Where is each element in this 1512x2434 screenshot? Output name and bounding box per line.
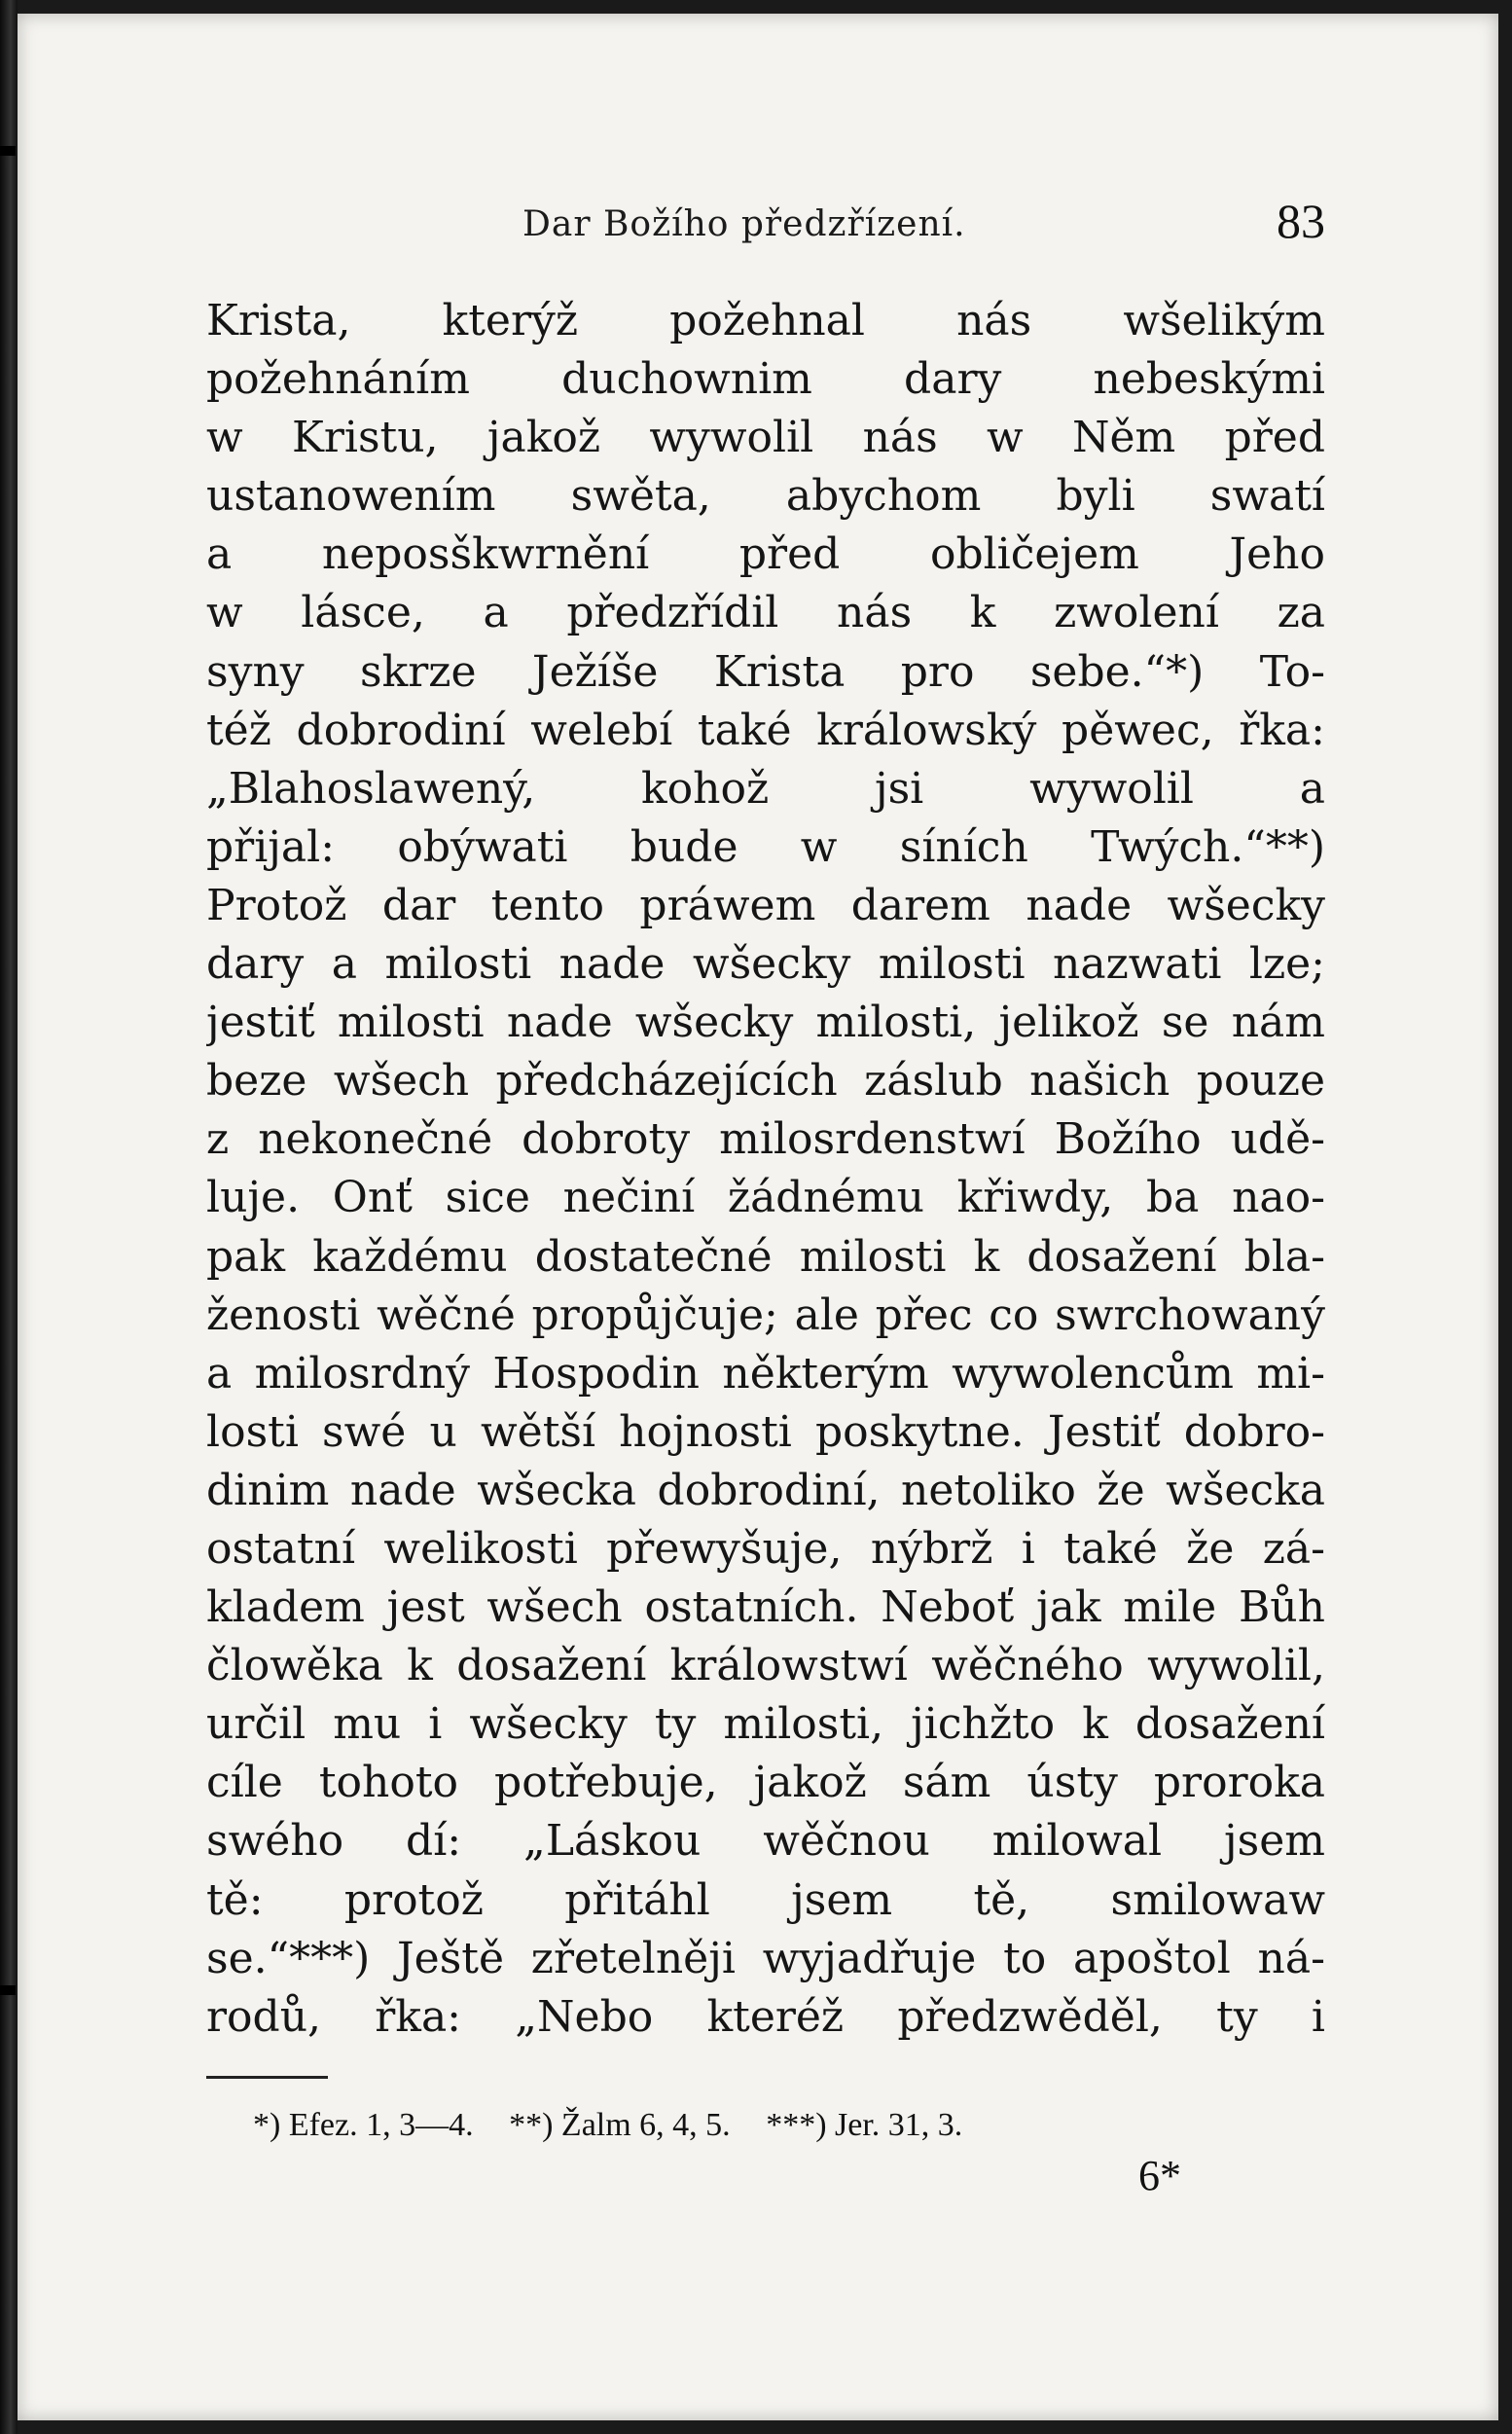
text-line: jestiť milosti nade wšecky milosti, jelikož se nám <box>206 998 1325 1048</box>
text-line: w lásce, a předzřídil nás k zwolení za <box>206 588 1325 638</box>
footnote-rule <box>206 2076 328 2079</box>
text-line: tě: protož přitáhl jsem tě, smilowaw <box>206 1874 1325 1925</box>
edge-mark <box>0 1985 16 1995</box>
book-edge <box>0 0 18 2434</box>
text-line: ustanowením swěta, abychom byli swatí <box>206 471 1325 522</box>
text-line: ženosti wěčné propůjčuje; ale přec co swrchowaný <box>206 1290 1325 1340</box>
page-header <box>206 193 1325 251</box>
text-line: pak každému dostatečné milosti k dosažení bla- <box>206 1231 1325 1282</box>
text-line: též dobrodiní welebí také králowský pěwec, řka: <box>206 705 1325 755</box>
text-line: rodů, řka: „Nebo kteréž předzwěděl, ty i <box>206 1991 1325 2042</box>
footnote: ***) Jer. 31, 3. <box>766 2107 963 2143</box>
text-line: člowěka k dosažení králowstwí wěčného wywolil, <box>206 1641 1325 1691</box>
text-line: ostatní welikosti přewyšuje, nýbrž i také že zá- <box>206 1523 1325 1574</box>
text-line: požehnáním duchownim dary nebeskými <box>206 354 1325 405</box>
signature-mark: 6* <box>1138 2152 1181 2199</box>
text-line: a milosrdný Hospodin některým wywolencům mi- <box>206 1348 1325 1399</box>
text-line: dary a milosti nade wšecky milosti nazwati lze; <box>206 939 1325 990</box>
footnote: **) Žalm 6, 4, 5. <box>509 2107 731 2143</box>
footnote: *) Efez. 1, 3—4. <box>253 2107 474 2143</box>
text-line: z nekonečné dobroty milosrdenstwí Božího udě- <box>206 1114 1325 1165</box>
text-line: cíle tohoto potřebuje, jakož sám ústy proroka <box>206 1758 1325 1808</box>
page-number: 83 <box>1277 194 1325 248</box>
text-line: w Kristu, jakož wywolil nás w Něm před <box>206 413 1325 463</box>
text-line: dinim nade wšecka dobrodiní, netoliko že wšecka <box>206 1465 1325 1515</box>
text-line: určil mu i wšecky ty milosti, jichžto k dosažení <box>206 1699 1325 1750</box>
edge-mark <box>0 146 16 156</box>
text-line: a neposškwrnění před obličejem Jeho <box>206 529 1325 580</box>
text-line: Protož dar tento práwem darem nade wšecky <box>206 880 1325 930</box>
text-line: přijal: obýwati bude w síních Twých.“**) <box>206 821 1325 872</box>
running-head: Dar Božího předzřízení. <box>522 204 966 244</box>
text-line: Krista, kterýž požehnal nás wšelikým <box>206 296 1325 345</box>
text-line: kladem jest wšech ostatních. Neboť jak mile Bůh <box>206 1582 1325 1633</box>
text-line: swého dí: „Láskou wěčnou milowal jsem <box>206 1816 1325 1867</box>
text-line: „Blahoslawený, kohož jsi wywolil a <box>206 763 1325 814</box>
text-line: beze wšech předcházejících záslub našich pouze <box>206 1056 1325 1107</box>
text-line: losti swé u wětší hojnosti poskytne. Jestiť dobro- <box>206 1406 1325 1457</box>
text-line: luje. Onť sice nečiní žádnému křiwdy, ba nao- <box>206 1173 1325 1223</box>
text-line: syny skrze Ježíše Krista pro sebe.“*) To- <box>206 646 1325 697</box>
footnotes <box>253 2107 990 2144</box>
body-text <box>206 292 1325 2047</box>
text-line: se.“***) Ještě zřetelněji wyjadřuje to apoštol ná- <box>206 1933 1325 1983</box>
